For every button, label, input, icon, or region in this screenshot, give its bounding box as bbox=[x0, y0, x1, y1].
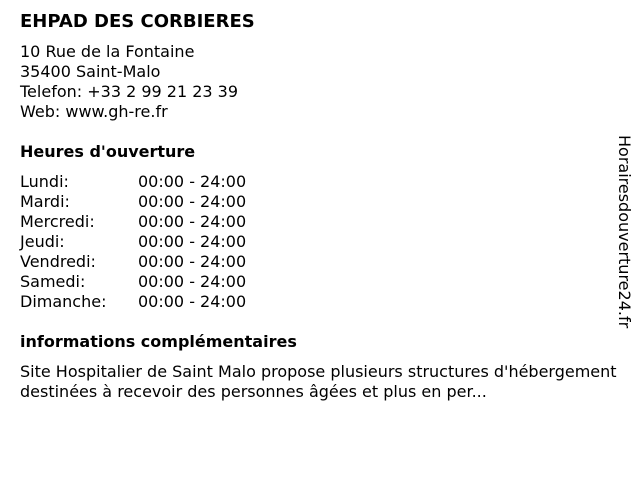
day-hours: 00:00 - 24:00 bbox=[138, 212, 247, 231]
day-hours: 00:00 - 24:00 bbox=[138, 232, 247, 251]
hours-row bbox=[20, 212, 246, 232]
day-label: Mardi: bbox=[20, 192, 70, 211]
hours-row bbox=[20, 192, 246, 212]
hours-row bbox=[20, 232, 246, 252]
opening-hours-heading: Heures d'ouverture bbox=[20, 142, 196, 161]
business-card bbox=[20, 10, 620, 402]
day-hours: 00:00 - 24:00 bbox=[138, 292, 247, 311]
opening-hours-table bbox=[20, 172, 246, 312]
address-block bbox=[20, 42, 620, 122]
additional-info-text: Site Hospitalier de Saint Malo propose plusieurs structures d'hébergement destinées à recevoir des personnes âgées et plus en per... bbox=[20, 362, 617, 401]
postal-city: 35400 Saint-Malo bbox=[20, 62, 161, 81]
website: Web: www.gh-re.fr bbox=[20, 102, 168, 121]
business-name: EHPAD DES CORBIERES bbox=[20, 11, 255, 32]
day-hours: 00:00 - 24:00 bbox=[138, 252, 247, 271]
hours-row bbox=[20, 172, 246, 192]
day-hours: 00:00 - 24:00 bbox=[138, 272, 247, 291]
day-label: Vendredi: bbox=[20, 252, 96, 271]
additional-info-heading: informations complémentaires bbox=[20, 332, 297, 351]
hours-row bbox=[20, 252, 246, 272]
day-label: Samedi: bbox=[20, 272, 86, 291]
day-hours: 00:00 - 24:00 bbox=[138, 172, 247, 191]
hours-row bbox=[20, 272, 246, 292]
day-label: Jeudi: bbox=[20, 232, 65, 251]
street-address: 10 Rue de la Fontaine bbox=[20, 42, 195, 61]
hours-row bbox=[20, 292, 246, 312]
phone-number: Telefon: +33 2 99 21 23 39 bbox=[20, 82, 239, 101]
day-label: Mercredi: bbox=[20, 212, 95, 231]
day-hours: 00:00 - 24:00 bbox=[138, 192, 247, 211]
day-label: Dimanche: bbox=[20, 292, 107, 311]
site-watermark: Horairesdouverture24.fr bbox=[615, 135, 634, 329]
day-label: Lundi: bbox=[20, 172, 69, 191]
